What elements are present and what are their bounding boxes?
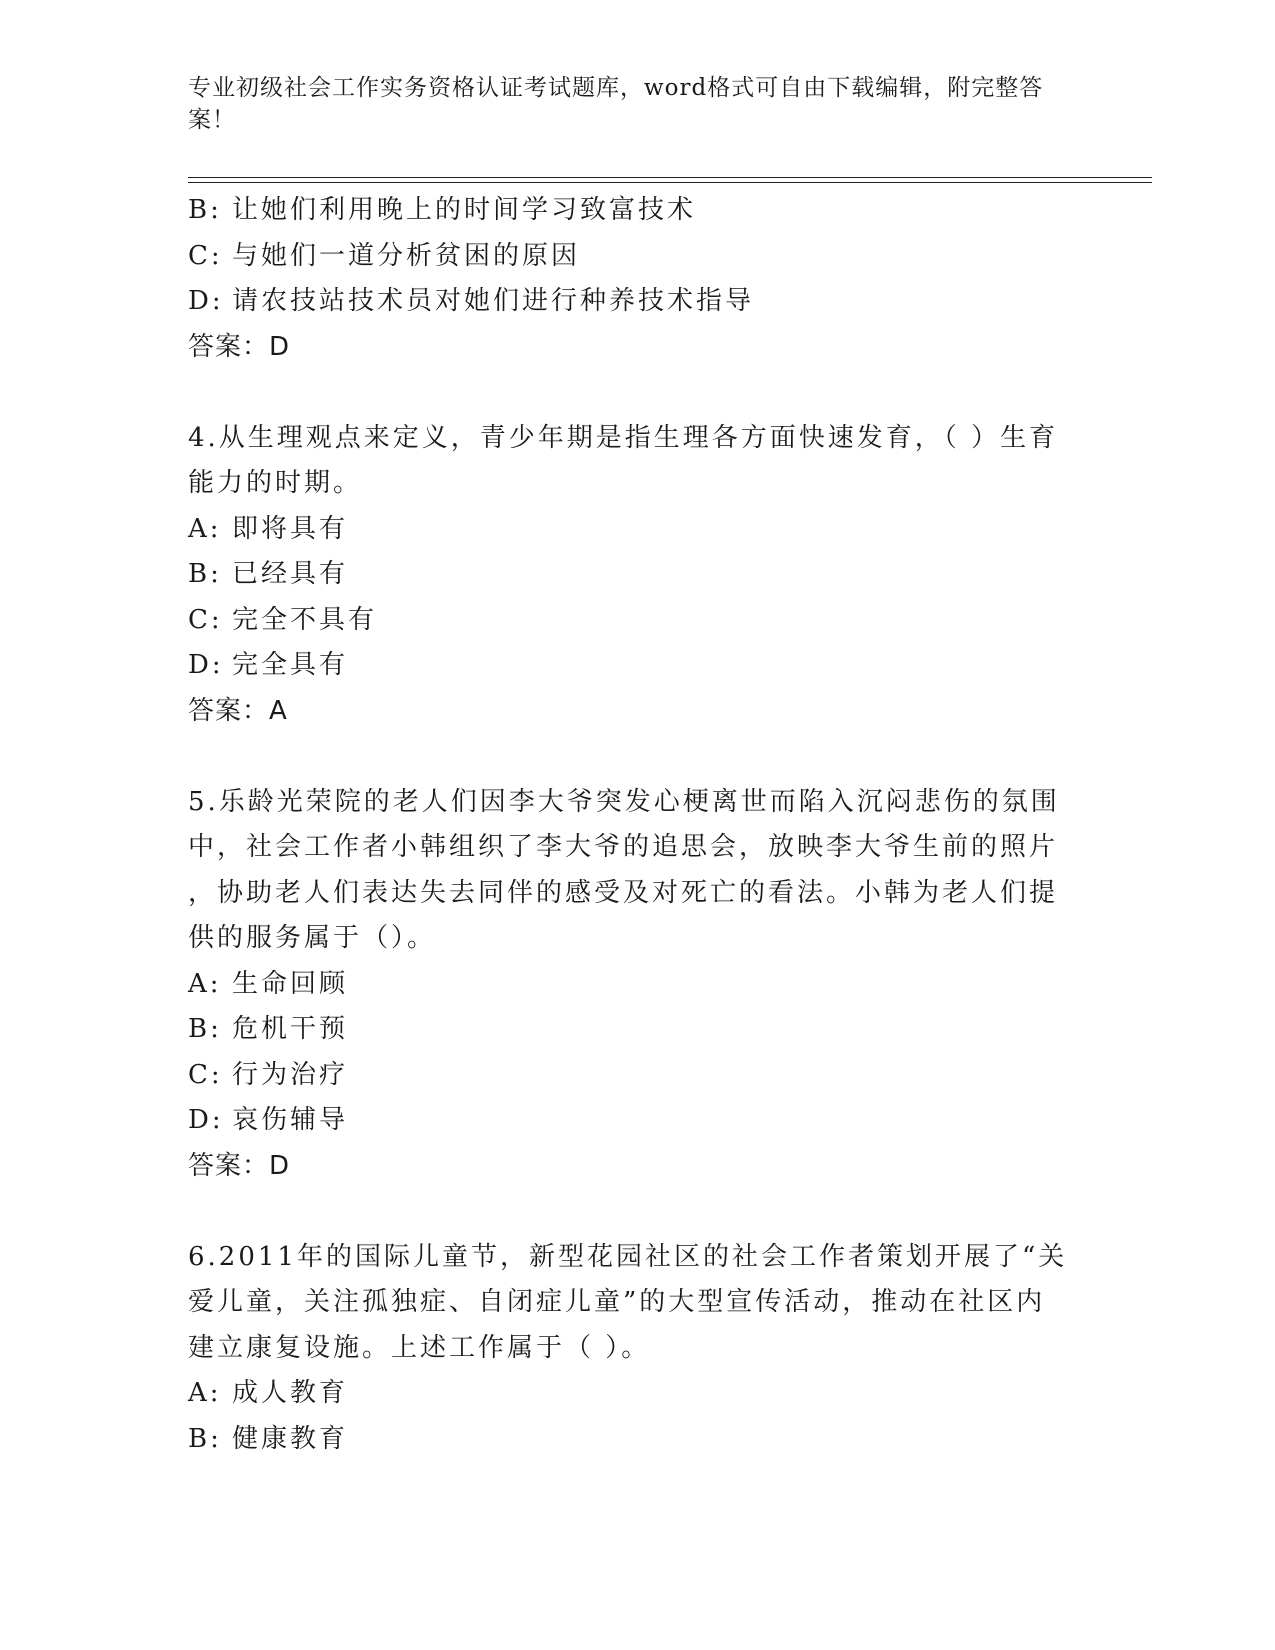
- spacer: [188, 370, 1068, 416]
- option-b: [188, 1007, 1068, 1053]
- option-text: 完全具有: [232, 650, 349, 680]
- option-text: 行为治疗: [232, 1059, 349, 1090]
- option-a: [188, 507, 1068, 553]
- stem-line: 供的服务属于（）。: [188, 923, 437, 953]
- option-text: 已经具有: [232, 559, 349, 589]
- question-4: [188, 416, 1068, 735]
- option-c: [188, 1053, 1068, 1099]
- option-key: C:: [188, 1059, 223, 1090]
- option-a: [188, 1371, 1068, 1417]
- stem-line: 5.乐龄光荣院的老人们因李大爷突发心梗离世而陷入沉闷悲伤的氛围: [188, 786, 1060, 817]
- option-key: D:: [188, 1105, 224, 1135]
- option-text: 生命回顾: [232, 968, 349, 999]
- question-5: [188, 780, 1068, 1190]
- stem-line: 建立康复设施。上述工作属于（ ）。: [188, 1332, 651, 1363]
- option-d: [188, 643, 1068, 689]
- answer-line: 答案：D: [188, 331, 291, 362]
- option-key: A:: [188, 968, 222, 999]
- option-key: C:: [188, 604, 223, 635]
- stem-line: 能力的时期。: [188, 468, 363, 498]
- option-b: [188, 552, 1068, 598]
- spacer: [188, 1189, 1068, 1235]
- option-text: 完全不具有: [232, 604, 378, 635]
- question-stem: [188, 780, 1068, 962]
- option-text: 哀伤辅导: [232, 1105, 349, 1135]
- option-key: B:: [188, 195, 222, 225]
- option-c: [188, 598, 1068, 644]
- stem-line: ，协助老人们表达失去同伴的感受及对死亡的看法。小韩为老人们提: [188, 877, 1059, 908]
- option-d: [188, 1098, 1068, 1144]
- option-key: A:: [188, 513, 222, 544]
- stem-line: 中，社会工作者小韩组织了李大爷的追思会，放映李大爷生前的照片: [188, 832, 1059, 862]
- option-key: B:: [188, 1014, 222, 1044]
- stem-line: 4.从生理观点来定义，青少年期是指生理各方面快速发育，（ ）生育: [188, 422, 1059, 453]
- option-text: 危机干预: [232, 1014, 349, 1044]
- option-text: 请农技站技术员对她们进行种养技术指导: [232, 286, 755, 316]
- option-text: 让她们利用晚上的时间学习致富技术: [232, 195, 697, 225]
- option-key: C:: [188, 240, 223, 271]
- answer-line: 答案：D: [188, 1150, 291, 1181]
- question-list: [188, 188, 1068, 1462]
- option-text: 与她们一道分析贫困的原因: [232, 240, 581, 271]
- header-divider-top: [188, 177, 1152, 178]
- option-a: [188, 962, 1068, 1008]
- option-text: 成人教育: [232, 1378, 349, 1408]
- option-c: [188, 234, 1068, 280]
- option-text: 即将具有: [232, 513, 349, 544]
- option-key: B:: [188, 559, 222, 589]
- question-stem: [188, 416, 1068, 507]
- document-header: [188, 72, 1068, 136]
- option-key: D:: [188, 286, 224, 316]
- question-stem: [188, 1235, 1068, 1372]
- header-line-2: 案！: [188, 107, 236, 133]
- stem-line: 爱儿童，关注孤独症、自闭症儿童”的大型宣传活动，推动在社区内: [188, 1287, 1046, 1317]
- stem-line: 6.2011年的国际儿童节，新型花园社区的社会工作者策划开展了“关: [188, 1241, 1068, 1272]
- option-key: A:: [188, 1378, 222, 1408]
- header-divider-bottom: [188, 182, 1152, 183]
- option-b: [188, 188, 1068, 234]
- option-key: B:: [188, 1423, 222, 1454]
- question-3-tail: [188, 188, 1068, 370]
- option-key: D:: [188, 650, 224, 680]
- question-6: [188, 1235, 1068, 1463]
- header-line-1: 专业初级社会工作实务资格认证考试题库，word格式可自由下载编辑，附完整答: [188, 75, 1044, 101]
- answer-line: 答案：A: [188, 695, 288, 726]
- option-b: [188, 1417, 1068, 1463]
- spacer: [188, 734, 1068, 780]
- option-d: [188, 279, 1068, 325]
- option-text: 健康教育: [232, 1423, 349, 1454]
